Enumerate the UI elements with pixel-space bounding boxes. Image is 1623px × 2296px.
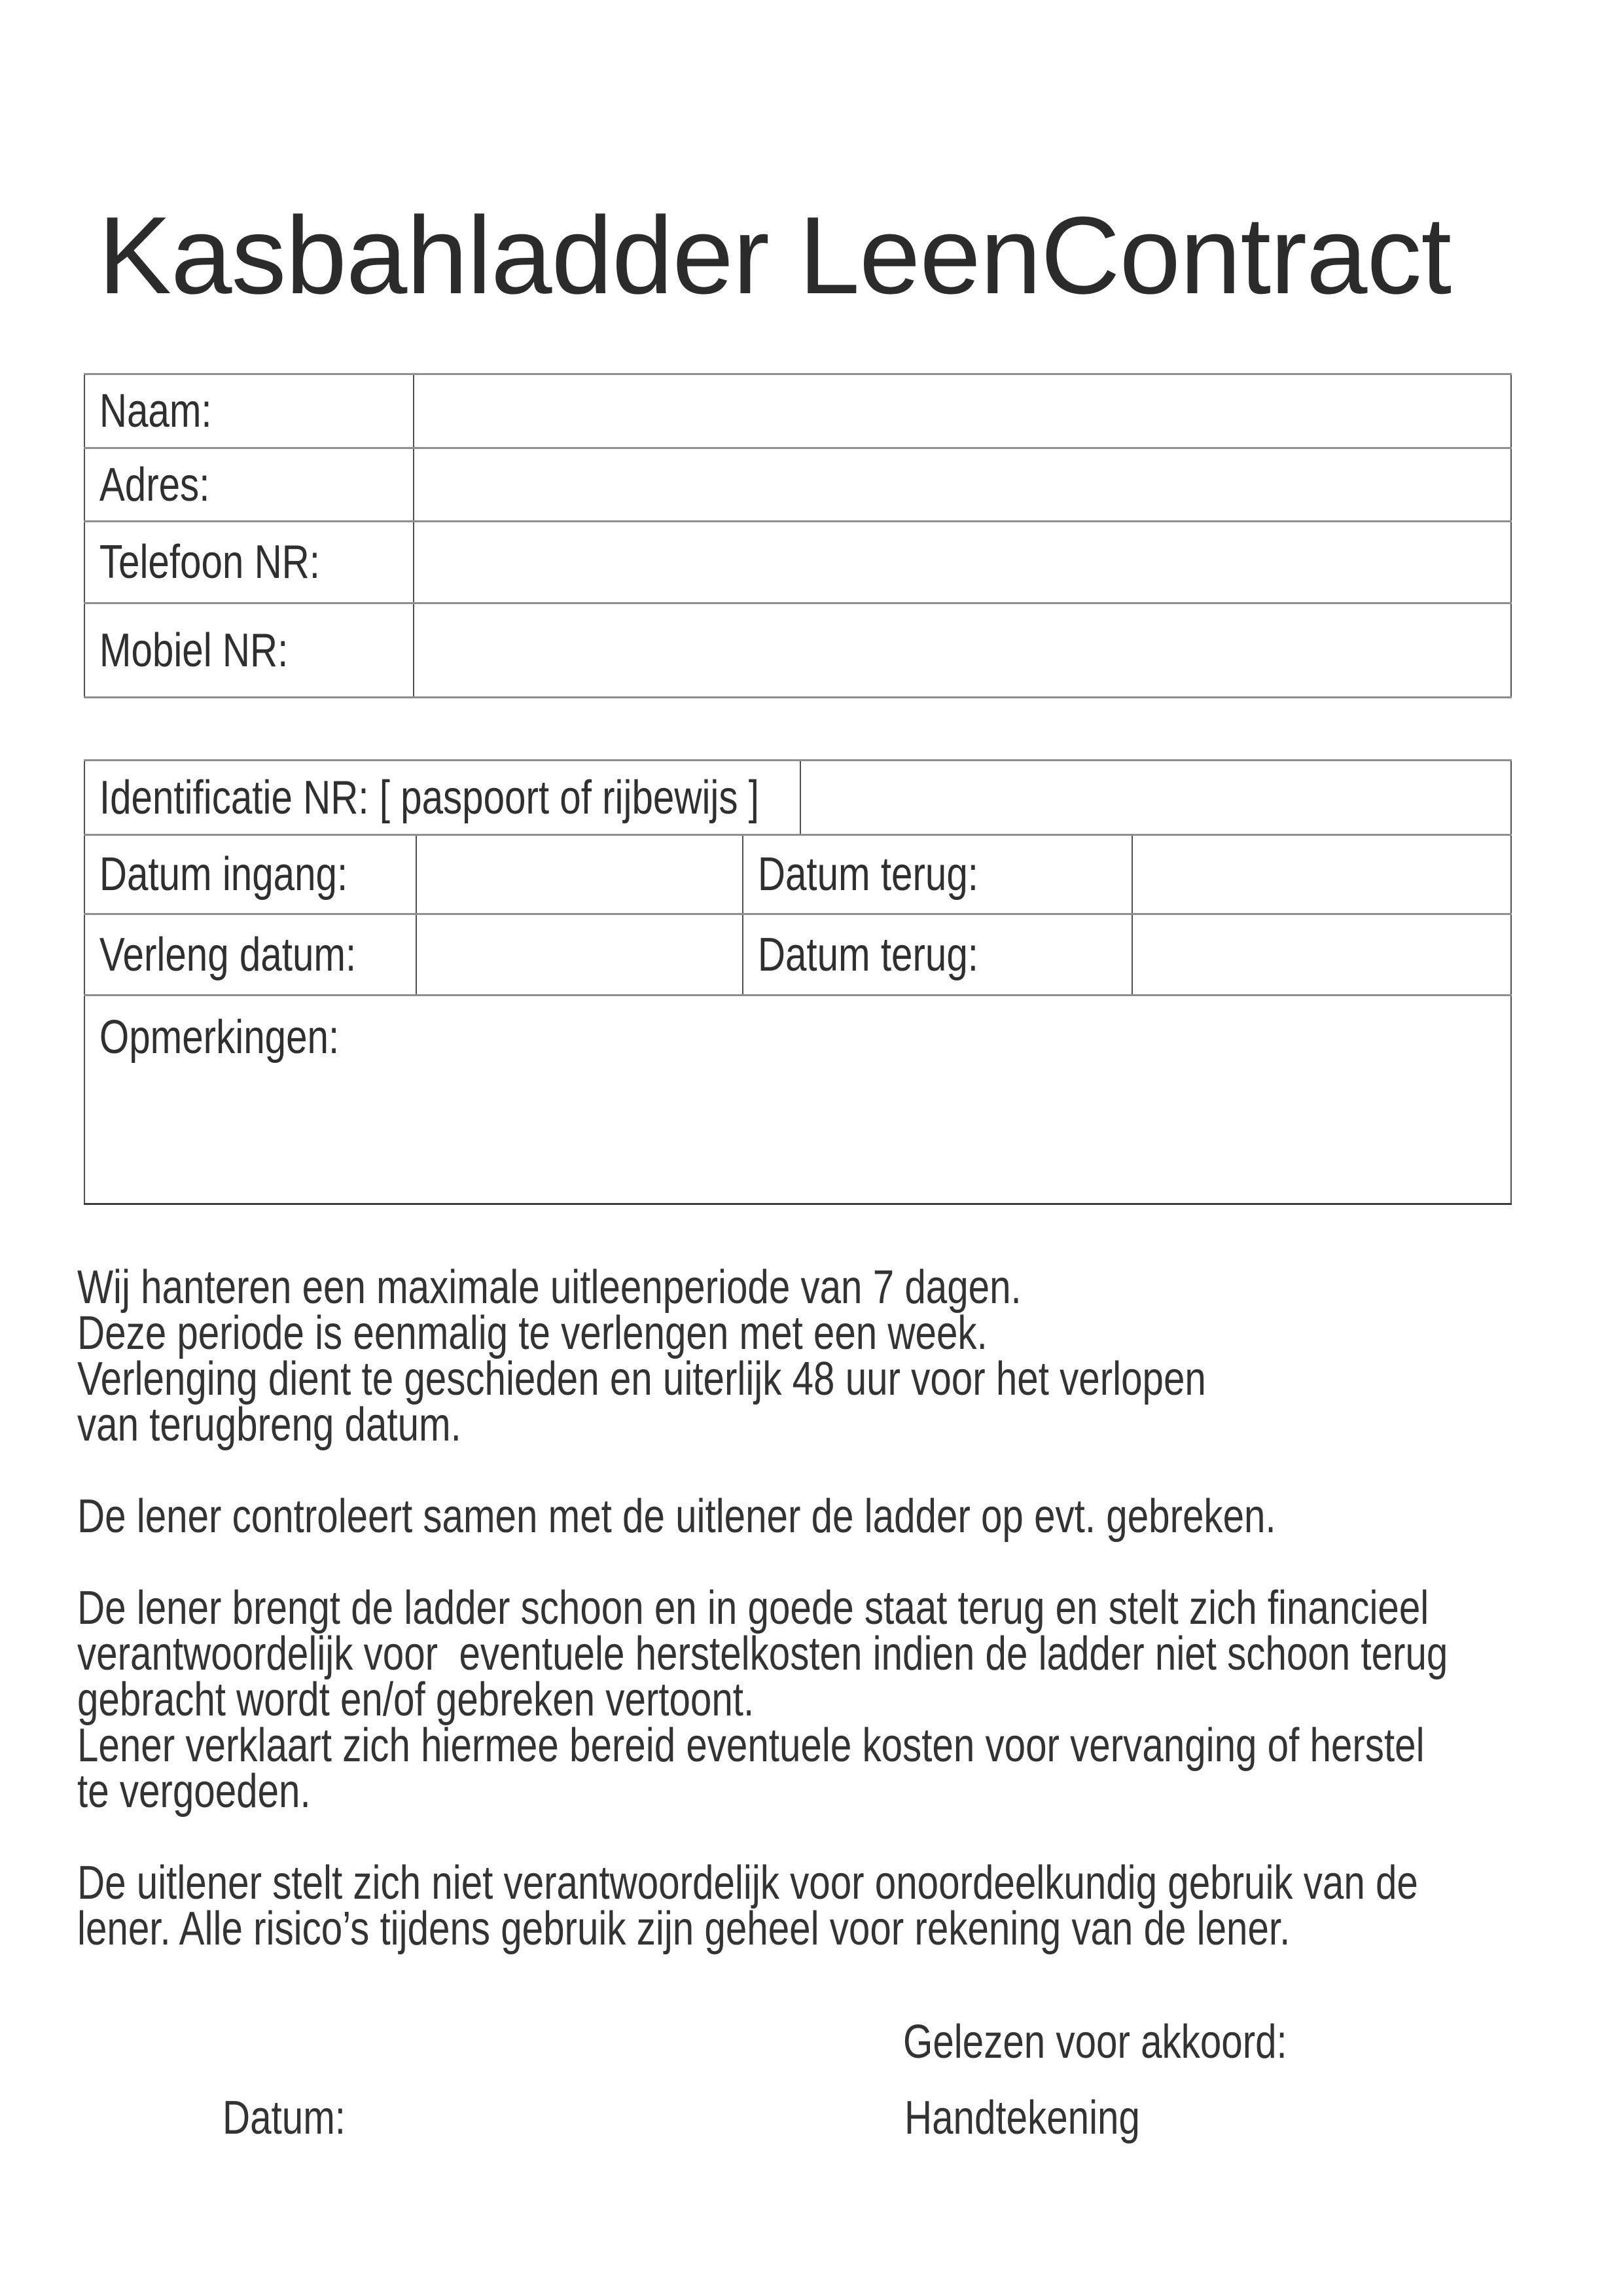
telefoon-label-cell [84,522,414,603]
mobiel-label-cell [84,603,414,698]
datum-label [223,2092,374,2144]
adres-value-cell [414,448,1511,522]
datum-terug-1-label: Datum terug: [757,848,978,901]
datum-terug-1-label-cell [743,835,1132,914]
datum-terug-2-value-cell [1132,914,1511,996]
gelezen-voor-akkoord-text: Gelezen voor akkoord: [903,2016,1287,2068]
table-row [84,914,1511,996]
terms-line [77,1582,1582,1634]
terms-line [77,1628,1582,1680]
terms-line [77,1490,1582,1543]
table-row [84,996,1511,1204]
adres-label-cell [84,448,414,522]
datum-ingang-label-cell [84,835,416,914]
terms-text: De lener controleert samen met de uitlener de ladder op evt. gebreken. [77,1490,1276,1543]
terms-text: te vergoeden. [77,1765,311,1818]
terms-line [77,1399,1582,1451]
identificatie-label: Identificatie NR: [ paspoort of rijbewijs ] [99,771,759,824]
telefoon-label: Telefoon NR: [99,536,321,588]
datum-ingang-label: Datum ingang: [99,848,348,901]
datum-terug-2-label-cell [743,914,1132,996]
mobiel-label: Mobiel NR: [99,624,289,677]
naam-value-cell [414,374,1511,448]
handtekening-text: Handtekening [904,2092,1140,2144]
terms-text: De uitlener stelt zich niet verantwoordelijk voor onoordeelkundig gebruik van de [77,1857,1418,1909]
table-row [84,603,1511,698]
datum-text: Datum: [223,2092,346,2144]
opmerkingen-cell [84,996,1511,1204]
loan-table [84,759,1512,1205]
table-row [84,448,1511,522]
datum-terug-1-value-cell [1132,835,1511,914]
terms-paragraph-2 [77,1490,1582,1543]
mobiel-value-cell [414,603,1511,698]
terms-text: verantwoordelijk voor eventuele herstelkosten indien de ladder niet schoon terug [77,1628,1448,1680]
terms-paragraph-4 [77,1857,1582,1955]
terms-text: Verlenging dient te geschieden en uiterlijk 48 uur voor het verlopen [77,1353,1206,1405]
table-row [84,761,1511,835]
terms-line [77,1903,1582,1955]
terms-paragraph-1 [77,1261,1582,1451]
terms-line [77,1261,1582,1314]
terms-text: van terugbreng datum. [77,1399,461,1451]
identificatie-value-cell [800,761,1511,835]
terms-section [77,1261,1582,1955]
page-title: Kasbahladder LeenContract [98,194,1452,317]
contact-table [84,373,1512,698]
terms-line [77,1307,1582,1359]
terms-line [77,1765,1582,1818]
datum-ingang-value-cell [416,835,743,914]
terms-text: De lener brengt de ladder schoon en in goede staat terug en stelt zich financieel [77,1582,1429,1634]
telefoon-value-cell [414,522,1511,603]
handtekening-label [904,2092,1195,2144]
opmerkingen-label: Opmerkingen: [99,1011,340,1064]
table-row [84,835,1511,914]
verleng-datum-label-cell [84,914,416,996]
terms-paragraph-3 [77,1582,1582,1818]
terms-text: Wij hanteren een maximale uitleenperiode van 7 dagen. [77,1261,1022,1314]
terms-line [77,1719,1582,1772]
gelezen-voor-akkoord-label [903,2016,1377,2068]
verleng-datum-label: Verleng datum: [99,928,357,981]
terms-text: Deze periode is eenmalig te verlengen met een week. [77,1307,988,1359]
terms-line [77,1674,1582,1726]
verleng-datum-value-cell [416,914,743,996]
datum-terug-2-label: Datum terug: [757,928,978,981]
terms-text: Lener verklaart zich hiermee bereid eventuele kosten voor vervanging of herstel [77,1719,1425,1772]
terms-text: lener. Alle risico’s tijdens gebruik zijn geheel voor rekening van de lener. [77,1903,1291,1955]
table-row [84,374,1511,448]
adres-label: Adres: [99,458,210,511]
table-row [84,522,1511,603]
identificatie-label-cell [84,761,800,835]
terms-line [77,1857,1582,1909]
terms-line [77,1353,1582,1405]
naam-label-cell [84,374,414,448]
terms-text: gebracht wordt en/of gebreken vertoont. [77,1674,755,1726]
naam-label: Naam: [99,385,212,437]
